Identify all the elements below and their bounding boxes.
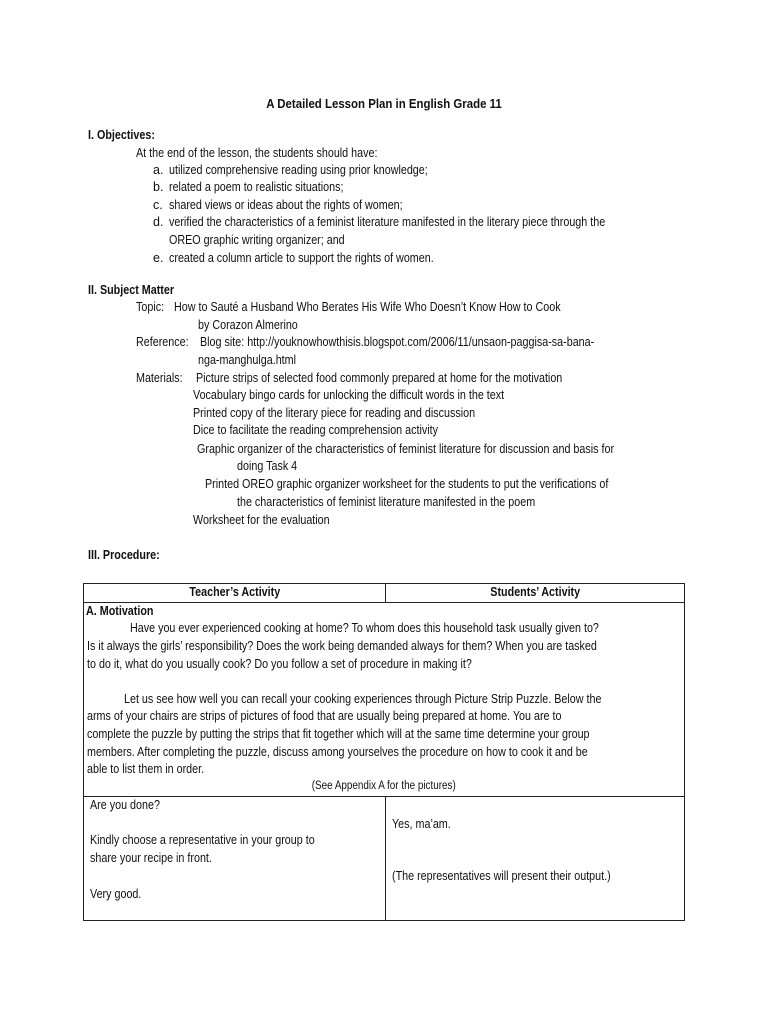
material-item: Vocabulary bingo cards for unlocking the difficult words in the text: [193, 388, 505, 402]
reference-continuation: nga-manghulga.html: [198, 353, 297, 367]
motivation-row: [84, 603, 684, 797]
objective-item: shared views or ideas about the rights of women;: [169, 198, 403, 212]
teacher-line: Are you done?: [90, 798, 160, 812]
objective-item: verified the characteristics of a feminist literature manifested in the literary piece through the: [169, 215, 606, 229]
objectives-intro: At the end of the lesson, the students should have:: [136, 146, 378, 160]
column-divider: [385, 797, 386, 920]
table-header-row: [84, 584, 684, 603]
procedure-table: [83, 583, 685, 921]
paragraph-line: Let us see how well you can recall your cooking experiences through Picture Strip Puzzle. Below the: [124, 692, 602, 706]
material-item: Worksheet for the evaluation: [193, 513, 330, 527]
material-item: Printed OREO graphic organizer worksheet for the students to put the verifications of: [205, 477, 609, 491]
objective-marker: d.: [153, 215, 164, 229]
material-item-continuation: doing Task 4: [237, 459, 298, 473]
objective-marker: c.: [153, 198, 163, 212]
student-line: Yes, ma’am.: [392, 817, 451, 831]
objective-item: utilized comprehensive reading using prior knowledge;: [169, 163, 428, 177]
material-item: Dice to facilitate the reading comprehension activity: [193, 423, 438, 437]
paragraph-line: able to list them in order.: [87, 762, 205, 776]
reference-text: Blog site: http://youknowhowthisis.blogspot.com/2006/11/unsaon-paggisa-sa-bana-: [200, 335, 595, 349]
objective-marker: a.: [153, 163, 164, 177]
teacher-activity-header: Teacher’s Activity: [84, 584, 386, 602]
subject-matter-heading: II. Subject Matter: [88, 283, 175, 297]
material-item: Printed copy of the literary piece for reading and discussion: [193, 406, 476, 420]
paragraph-line: Is it always the girls’ responsibility? Does the work being demanded always for them? When you are tasked: [87, 639, 597, 653]
topic-author: by Corazon Almerino: [198, 318, 298, 332]
motivation-heading: A. Motivation: [86, 604, 154, 618]
procedure-heading: III. Procedure:: [88, 548, 160, 562]
teacher-line: share your recipe in front.: [90, 851, 212, 865]
paragraph-line: complete the puzzle by putting the strips that fit together which will at the same time determine your group: [87, 727, 590, 741]
objective-marker: e.: [153, 251, 164, 265]
activity-row: [84, 797, 684, 920]
reference-label: Reference:: [136, 335, 189, 349]
objective-item-continuation: OREO graphic writing organizer; and: [169, 233, 345, 247]
material-item: Graphic organizer of the characteristics of feminist literature for discussion and basis for: [197, 442, 615, 456]
material-item: Picture strips of selected food commonly prepared at home for the motivation: [196, 371, 563, 385]
appendix-note: (See Appendix A for the pictures): [311, 780, 457, 792]
teacher-line: Kindly choose a representative in your group to: [90, 833, 315, 847]
paragraph-line: arms of your chairs are strips of pictures of food that are usually being prepared at home. You are to: [87, 709, 562, 723]
objective-marker: b.: [153, 180, 164, 194]
document-title: A Detailed Lesson Plan in English Grade 11: [266, 96, 502, 111]
paragraph-line: members. After completing the puzzle, discuss among yourselves the procedure on how to cook it and be: [87, 745, 588, 759]
objectives-heading: I. Objectives:: [88, 128, 155, 142]
teacher-line: Very good.: [90, 887, 142, 901]
students-activity-header: Students’ Activity: [490, 585, 580, 599]
student-line: (The representatives will present their output.): [392, 869, 611, 883]
objective-item: created a column article to support the rights of women.: [169, 251, 434, 265]
paragraph-line: Have you ever experienced cooking at home? To whom does this household task usually given to?: [130, 621, 599, 635]
objective-item: related a poem to realistic situations;: [169, 180, 344, 194]
paragraph-line: to do it, what do you usually cook? Do you follow a set of procedure in making it?: [87, 657, 472, 671]
topic-text: How to Sauté a Husband Who Berates His Wife Who Doesn’t Know How to Cook: [174, 300, 561, 314]
topic-label: Topic:: [136, 300, 165, 314]
materials-label: Materials:: [136, 371, 183, 385]
material-item-continuation: the characteristics of feminist literature manifested in the poem: [237, 495, 536, 509]
